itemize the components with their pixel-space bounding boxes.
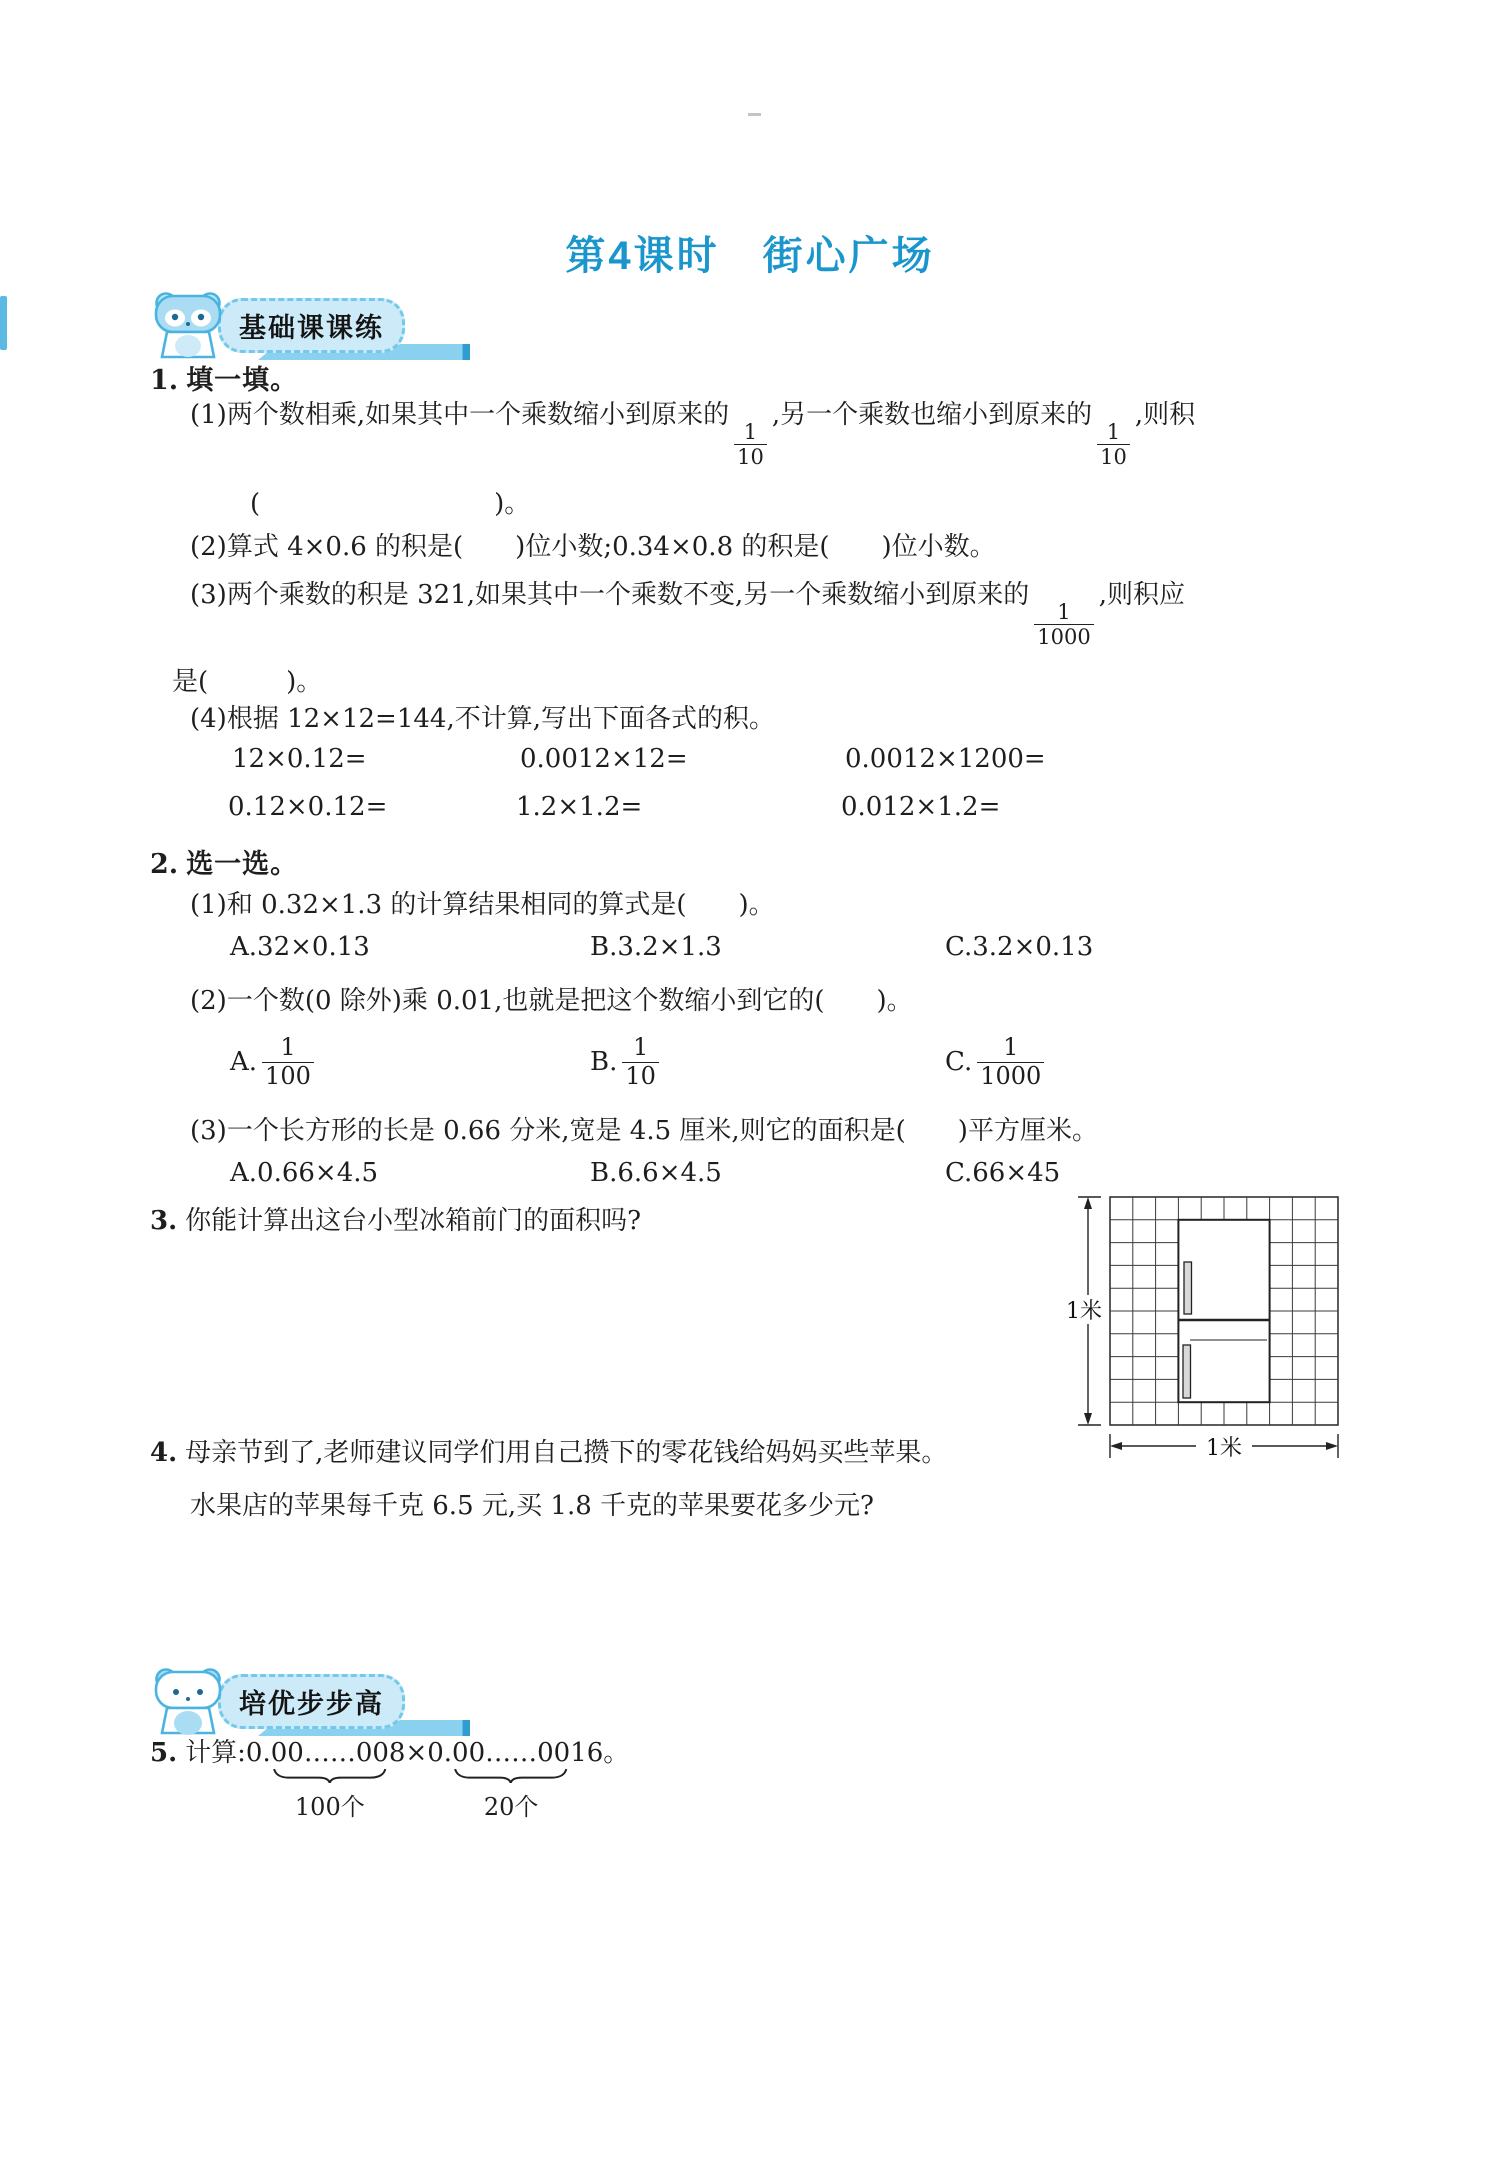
- question-text: (3)两个乘数的积是 321,如果其中一个乘数不变,另一个乘数缩小到原来的 $\frac{1}{1000}$ ,则积应: [190, 580, 1185, 650]
- arrow-right-icon: [1326, 1442, 1338, 1450]
- question-text: (3)一个长方形的长是 0.66 分米,宽是 4.5 厘米,则它的面积是( )平方厘米。: [190, 1116, 1098, 1146]
- fraction: $\frac{1}{100}$: [262, 1034, 314, 1090]
- option-b: B.3.2×1.3: [590, 932, 722, 962]
- section-badge-basic: [150, 290, 470, 360]
- zeros-group-2: [452, 1736, 570, 1823]
- option-c: C. $\frac{1}{1000}$: [945, 1034, 1390, 1090]
- bear-icon: [150, 1666, 228, 1736]
- question-text: (2)算式 4×0.6 的积是( )位小数;0.34×0.8 的积是( )位小数。: [190, 532, 996, 562]
- fraction: $\frac{1}{1000}$: [977, 1034, 1044, 1090]
- question-1-item-3: [172, 576, 1400, 702]
- question-number: 2.: [150, 849, 179, 880]
- dimension-label-vertical: 1米: [1066, 1299, 1102, 1324]
- question-number: 1.: [150, 365, 179, 396]
- option-a: A. $\frac{1}{100}$: [230, 1034, 590, 1090]
- question-text: 你能计算出这台小型冰箱前门的面积吗?: [185, 1206, 642, 1236]
- equation: 12×0.12=: [232, 744, 367, 774]
- question-text-mid: 8×0.: [388, 1738, 453, 1768]
- question-text-tail: 16。: [570, 1738, 630, 1768]
- equation: 1.2×1.2=: [516, 792, 643, 822]
- question-text: (4)根据 12×12=144,不计算,写出下面各式的积。: [190, 704, 775, 734]
- question-2-item-3: [190, 1112, 1400, 1151]
- zeros-group-1: [271, 1736, 389, 1823]
- question-title: 填一填。: [186, 365, 299, 395]
- zeros-text: 00……00: [270, 1738, 389, 1768]
- badge-label: 培优步步高: [218, 1674, 405, 1729]
- question-text: (1)两个数相乘,如果其中一个乘数缩小到原来的 $\frac{1}{10}$ ,另一个乘数也缩小到原来的 $\frac{1}{10}$ ,则积: [190, 400, 1196, 470]
- option-c: C.3.2×0.13: [945, 932, 1094, 962]
- arrow-down-icon: [1084, 1413, 1092, 1425]
- answer-blank: 是( )。: [172, 667, 323, 698]
- equation-row-2: [228, 792, 1388, 822]
- question-1-item-4: [190, 700, 1400, 739]
- arrow-up-icon: [1084, 1197, 1092, 1209]
- panda-icon: [150, 290, 228, 360]
- question-5: [150, 1736, 629, 1823]
- fraction: $\frac{1}{10}$: [734, 420, 767, 469]
- scan-edge-artifact: [0, 296, 7, 350]
- underbrace-icon: [273, 1768, 386, 1783]
- page-title: 第4课时 街心广场: [565, 234, 935, 278]
- dimension-label-horizontal: 1米: [1206, 1436, 1242, 1461]
- zeros-text: 00……00: [452, 1738, 571, 1768]
- badge-label: 基础课课练: [218, 298, 405, 353]
- question-text-lead: 计算:0.: [185, 1738, 271, 1768]
- question-text-line2: 水果店的苹果每千克 6.5 元,买 1.8 千克的苹果要花多少元?: [190, 1491, 874, 1521]
- question-2-header: [150, 842, 298, 881]
- equation: 0.012×1.2=: [841, 792, 1001, 822]
- equation: 0.12×0.12=: [228, 792, 388, 822]
- question-text: (1)和 0.32×1.3 的计算结果相同的算式是( )。: [190, 890, 775, 920]
- equation-row-1: [232, 744, 1392, 774]
- fraction: $\frac{1}{1000}$: [1034, 600, 1093, 649]
- fraction: $\frac{1}{10}$: [622, 1034, 659, 1090]
- question-1-item-2: [190, 528, 1400, 567]
- fridge-handle-bottom: [1183, 1345, 1191, 1398]
- section-badge-advanced: [150, 1666, 470, 1736]
- options-row-fractions: [230, 1034, 1390, 1090]
- question-2-item-2: [190, 982, 1400, 1021]
- answer-blank: ( )。: [250, 489, 531, 520]
- question-1-header: [150, 358, 298, 397]
- question-1-item-1: [190, 396, 1400, 524]
- option-a: A.0.66×4.5: [230, 1158, 379, 1188]
- option-c: C.66×45: [945, 1158, 1061, 1188]
- zeros-count-label: 20个: [483, 1793, 539, 1822]
- equation: 0.0012×1200=: [845, 744, 1046, 774]
- question-number: 5.: [150, 1738, 178, 1768]
- fridge-diagram: [1055, 1178, 1395, 1478]
- zeros-count-label: 100个: [294, 1793, 365, 1822]
- equation: 0.0012×12=: [520, 744, 688, 774]
- badge-cloud: [218, 1674, 470, 1736]
- option-b: B.6.6×4.5: [590, 1158, 722, 1188]
- question-title: 选一选。: [186, 849, 299, 879]
- option-a: A.32×0.13: [230, 932, 370, 962]
- options-row: [230, 932, 1390, 962]
- question-4: [150, 1434, 1160, 1526]
- option-b: B. $\frac{1}{10}$: [590, 1034, 945, 1090]
- fraction: $\frac{1}{10}$: [1097, 420, 1130, 469]
- question-number: 3.: [150, 1206, 178, 1236]
- scan-dash-artifact: [748, 113, 761, 116]
- question-2-item-1: [190, 886, 1400, 925]
- badge-cloud: [218, 298, 470, 360]
- fridge-handle-top: [1184, 1262, 1192, 1314]
- question-number: 4.: [150, 1438, 178, 1468]
- question-text: (2)一个数(0 除外)乘 0.01,也就是把这个数缩小到它的( )。: [190, 986, 913, 1016]
- question-3: [150, 1202, 1050, 1241]
- question-text-line1: 4. 母亲节到了,老师建议同学们用自己攒下的零花钱给妈妈买些苹果。: [150, 1438, 948, 1468]
- underbrace-icon: [454, 1768, 567, 1783]
